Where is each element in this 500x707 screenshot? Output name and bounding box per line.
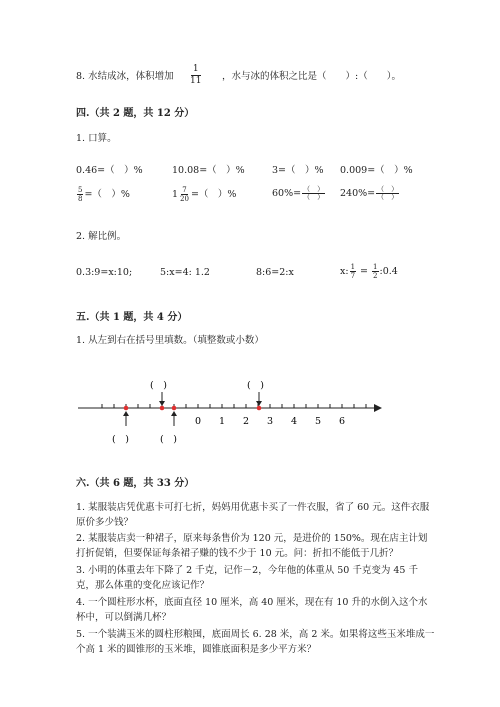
word-problem-1: 1. 某服装店凭优惠卡可打七折，妈妈用优惠卡买了一件衣服，省了 60 元。这件衣服原价多少钱？ [76,502,430,528]
arrowhead-icon [374,404,382,412]
r2c1-fraction [77,186,83,203]
c4-n2: 1 [373,263,378,271]
r2c4-fraction [376,186,399,201]
number-line-diagram [76,372,386,452]
word-problem-5: 5. 一个装满玉米的圆柱形粮囤，底面周长 6. 28 米，高 2 米。如果将这些玉米堆成一个高 1 米的圆锥形的玉米堆，圆锥底面积是多少平方米？ [76,629,435,655]
up-arrow-icon [171,411,177,416]
section6-title: 六.（共 6 题，共 33 分） [76,478,195,489]
bottom-blank-1: ( ) [112,434,129,445]
proportion-c4 [340,263,398,280]
r2c1-denominator: 8 [78,195,83,203]
proportion-c2: 5:x=4: 1.2 [160,267,210,278]
axis-label-6: 6 [338,416,346,427]
q8-fraction-denominator: 11 [190,76,202,86]
oral-calc-r2c1 [76,186,130,203]
axis-label-1: 1 [218,416,226,427]
r2c4-pre: 240%= [340,188,376,199]
r2c2-whole: 1 [172,188,179,200]
axis-label-4: 4 [290,416,298,427]
top-blank-1: ( ) [150,380,167,391]
word-problem-2: 2. 某服装店卖一种裙子，原来每条售价为 120 元，是进价的 150%。现在店主计划打折促销，但要保证每条裙子赚的钱不少于 10 元。问：折扣不能低于几折？ [76,533,428,559]
r2c2-rest: =（ ）% [190,189,237,200]
r2c1-numerator: 5 [78,186,83,194]
oral-calc-r2c4 [340,186,399,201]
axis-label-3: 3 [266,416,274,427]
bottom-blank-2: ( ) [160,434,177,445]
axis-label-0: 0 [194,416,202,427]
oral-calc-r2c3 [272,186,325,201]
down-arrow-icon [256,401,262,406]
r2c2-fraction [179,186,190,203]
section4-q2-title: 2. 解比例。 [76,231,127,242]
c4-d2: 2 [373,272,378,280]
section5-title: 五.（共 1 题，共 4 分） [76,312,188,323]
c4-x: x: [340,266,349,277]
r2c2-mixed-number [172,186,191,203]
marker-point-2 [160,406,165,411]
c4-end: :0.4 [379,266,398,277]
c4-n1: 1 [350,263,356,271]
oral-calc-r1c2: 10.08=（ ）% [172,165,245,176]
section4-q1-title: 1. 口算。 [76,133,117,144]
axis-labels [195,416,345,427]
up-arrow-icon [123,411,129,416]
axis-label-2: 2 [242,416,250,427]
c4-fraction-2 [372,263,378,280]
oral-calc-r1c1: 0.46=（ ）% [76,165,143,176]
r2c3-pre: 60%= [272,188,302,199]
r2c4-numerator: （ ） [377,185,399,193]
oral-calc-r1c3: 3=（ ）% [272,165,324,176]
q8-text-a: 8. 水结成冰，体积增加 [76,71,174,82]
q8-fraction [190,64,201,87]
tick-marks [102,404,366,408]
section5-q1-title: 1. 从左到右在括号里填数。（填整数或小数） [76,335,264,346]
marker-point-4 [257,406,262,411]
oral-calc-r1c4: 0.009=（ ）% [340,165,413,176]
r2c3-denominator: （ ） [303,193,325,201]
q8-text-b: ，水与冰的体积之比是（ ）:（ ）。 [222,71,401,82]
marker-point-1 [124,406,129,411]
word-problem-3: 3. 小明的体重去年下降了 2 千克，记作－2，今年他的体重从 50 千克变为 45 千克，那么体重的变化应该记作？ [76,565,418,591]
proportion-c1: 0.3:9=x:10; [76,267,133,278]
down-arrow-icon [159,401,165,406]
r2c2-denominator: 20 [180,195,189,203]
section4-title: 四.（共 2 题，共 12 分） [76,108,195,119]
q8-fraction-numerator: 1 [192,64,199,74]
r2c4-denominator: （ ） [377,193,399,201]
r2c3-numerator: （ ） [303,185,325,193]
r2c3-fraction [302,186,325,201]
word-problem-4: 4. 一个圆柱形水杯，底面直径 10 厘米，高 40 厘米，现在有 10 升的水倒入这个水杯中，可以倒满几杯？ [76,597,428,623]
r2c2-numerator: 7 [182,186,187,194]
top-blank-2: ( ) [247,380,264,391]
c4-eq: = [357,266,372,277]
c4-d1: 7 [350,272,356,280]
axis-label-5: 5 [314,416,322,427]
proportion-c3: 8:6=2:x [256,267,294,278]
marker-point-3 [172,406,177,411]
oral-calc-r2c2 [172,186,236,203]
c4-fraction-1 [350,263,356,280]
r2c1-rest: =（ ）% [84,189,130,200]
